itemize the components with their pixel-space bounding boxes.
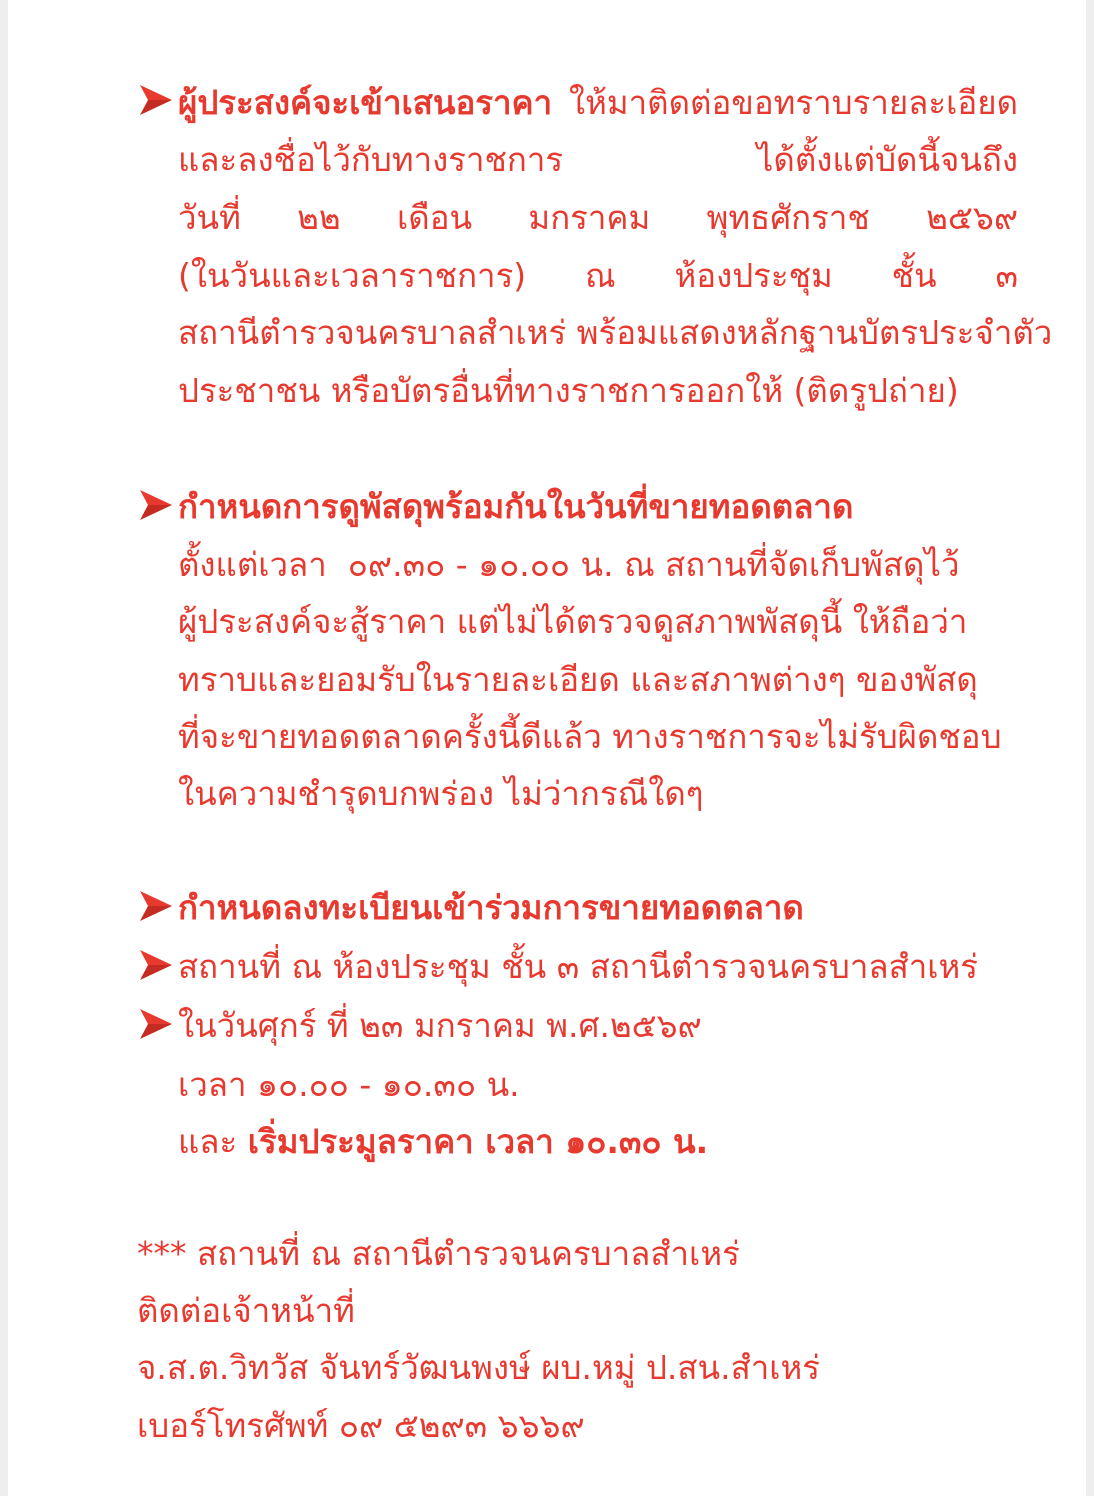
arrowhead-bullet-icon: [140, 490, 172, 520]
arrowhead-bullet-icon: [140, 85, 172, 115]
registration-time: เวลา ๑๐.๐๐ - ๑๐.๓๐ น.: [178, 1065, 520, 1104]
registration-date: ในวันศุกร์ ที่ ๒๓ มกราคม พ.ศ.๒๕๖๙: [178, 1006, 702, 1045]
contact-line: *** สถานที่ ณ สถานีตำรวจนครบาลสำเหร่: [137, 1234, 740, 1273]
inspection-line: ตั้งแต่เวลา ๐๙.๓๐ - ๑๐.๐๐ น. ณ สถานที่จัดเก็บพัสดุไว้: [178, 545, 960, 584]
auction-start-prefix: และ: [178, 1122, 238, 1161]
bidders-lead-rest: ให้มาติดต่อขอทราบรายละเอียด: [569, 83, 1018, 122]
auction-start-line: [178, 1113, 708, 1171]
registration-location: สถานที่ ณ ห้องประชุม ชั้น ๓ สถานีตำรวจนครบาลสำเหร่: [178, 947, 979, 986]
bidders-lead-line: [178, 74, 1018, 132]
left-edge-border: [0, 0, 8, 1496]
bidders-line: สถานีตำรวจนครบาลสำเหร่ พร้อมแสดงหลักฐานบัตรประจำตัว: [178, 313, 1053, 352]
inspection-heading: กำหนดการดูพัสดุพร้อมกันในวันที่ขายทอดตลาด: [178, 487, 854, 526]
auction-start-bold: เริ่มประมูลราคา เวลา ๑๐.๓๐ น.: [247, 1122, 709, 1161]
inspection-line: ผู้ประสงค์จะสู้ราคา แต่ไม่ได้ตรวจดูสภาพพัสดุนี้ ให้ถือว่า: [178, 602, 968, 641]
contact-line: จ.ส.ต.วิทวัส จันทร์วัฒนพงษ์ ผบ.หมู่ ป.สน.สำเหร่: [137, 1348, 821, 1387]
inspection-line: ที่จะขายทอดตลาดครั้งนี้ดีแล้ว ทางราชการจะไม่รับผิดชอบ: [178, 717, 1002, 756]
contact-line: ติดต่อเจ้าหน้าที่: [137, 1291, 355, 1330]
bidders-line: และลงชื่อไว้กับทางราชการ ได้ตั้งแต่บัดนี้จนถึง: [178, 140, 1018, 179]
bidders-lead-bold: ผู้ประสงค์จะเข้าเสนอราคา: [178, 83, 553, 122]
bidders-line: ประชาชน หรือบัตรอื่นที่ทางราชการออกให้ (ติดรูปถ่าย): [178, 371, 959, 410]
inspection-line: ในความชำรุดบกพร่อง ไม่ว่ากรณีใดๆ: [178, 774, 704, 813]
right-edge-border: [1086, 0, 1094, 1496]
bidders-line: วันที่ ๒๒ เดือน มกราคม พุทธศักราช ๒๕๖๙: [178, 198, 1018, 237]
arrowhead-bullet-icon: [140, 891, 172, 921]
arrowhead-bullet-icon: [140, 950, 172, 980]
contact-phone: เบอร์โทรศัพท์ ๐๙ ๕๒๙๓ ๖๖๖๙: [137, 1406, 585, 1445]
arrowhead-bullet-icon: [140, 1009, 172, 1039]
bidders-line: (ในวันและเวลาราชการ) ณ ห้องประชุม ชั้น ๓: [178, 256, 1018, 295]
inspection-line: ทราบและยอมรับในรายละเอียด และสภาพต่างๆ ของพัสดุ: [178, 660, 978, 699]
registration-heading: กำหนดลงทะเบียนเข้าร่วมการขายทอดตลาด: [178, 888, 804, 927]
